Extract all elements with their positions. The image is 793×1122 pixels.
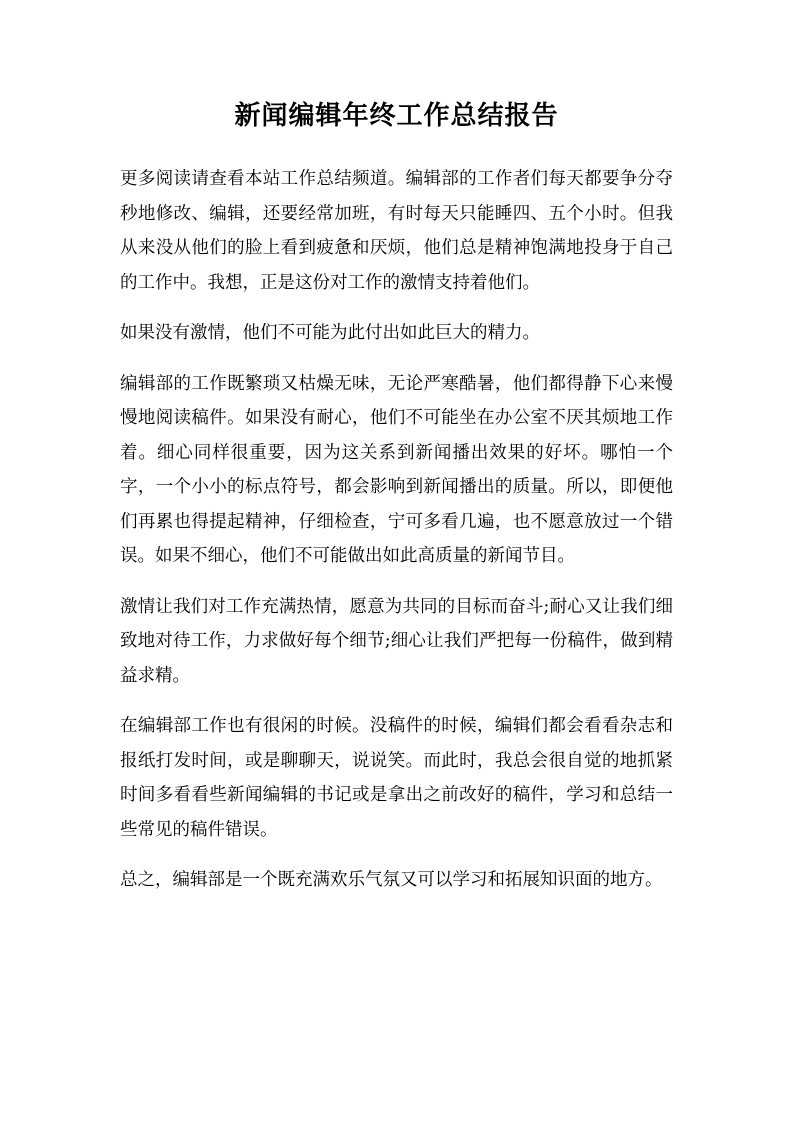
paragraph-4: 激情让我们对工作充满热情，愿意为共同的目标而奋斗;耐心又让我们细致地对待工作，力求做好每个细节;细心让我们严把每一份稿件，做到精益求精。	[120, 596, 673, 686]
document-body	[120, 162, 673, 914]
paragraph-2: 如果没有激情，他们不可能为此付出如此巨大的精力。	[120, 323, 540, 343]
paragraph-5: 在编辑部工作也有很闲的时候。没稿件的时候，编辑们都会看看杂志和报纸打发时间，或是聊聊天，说说笑。而此时，我总会很自觉的地抓紧时间多看看些新闻编辑的书记或是拿出之前改好的稿件，学习和总结一些常见的稿件错误。	[120, 716, 673, 840]
document-title: 新闻编辑年终工作总结报告	[234, 101, 559, 131]
paragraph-6: 总之，编辑部是一个既充满欢乐气氛又可以学习和拓展知识面的地方。	[120, 870, 663, 890]
paragraph-3: 编辑部的工作既繁琐又枯燥无味，无论严寒酷暑，他们都得静下心来慢慢地阅读稿件。如果没有耐心，他们不可能坐在办公室不厌其烦地工作着。细心同样很重要，因为这关系到新闻播出效果的好坏。哪怕一个字，一个小小的标点符号，都会影响到新闻播出的质量。所以，即便他们再累也得提起精神，仔细检查，宁可多看几遍，也不愿意放过一个错误。如果不细心，他们不可能做出如此高质量的新闻节目。	[120, 373, 673, 566]
paragraph-1: 更多阅读请查看本站工作总结频道。编辑部的工作者们每天都要争分夺秒地修改、编辑，还要经常加班，有时每天只能睡四、五个小时。但我从来没从他们的脸上看到疲惫和厌烦，他们总是精神饱满地投身于自己的工作中。我想，正是这份对工作的激情支持着他们。	[120, 169, 673, 293]
